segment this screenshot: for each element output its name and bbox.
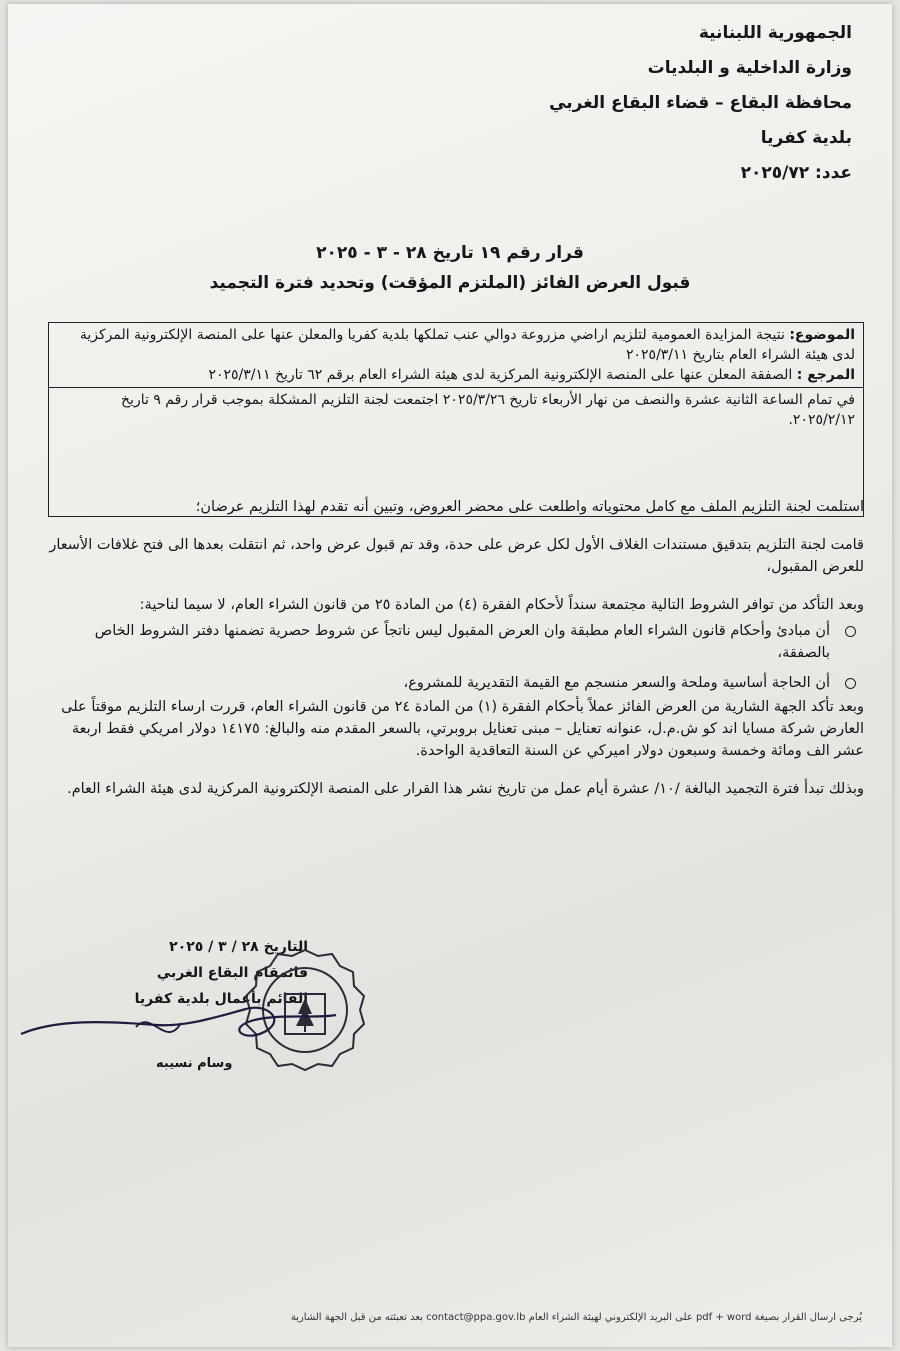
header-ministry: وزارة الداخلية و البلديات [647, 58, 852, 78]
body-paragraph-3: وبعد التأكد من توافر الشروط التالية مجتمعة سنداً لأحكام الفقرة (٤) من المادة ٢٥ من قانون الشراء العام، لا سيما لناحية: [139, 597, 864, 613]
body-paragraph-5: وبذلك تبدأ فترة التجميد البالغة /١٠/ عشرة أيام عمل من تاريخ نشر هذا القرار على المنصة الإلكترونية المركزية لدى هيئة الشراء العام. [67, 781, 864, 797]
signer-name: وسام نسيبه [156, 1056, 233, 1071]
letterhead [432, 16, 852, 191]
decision-number: قرار رقم ١٩ تاريخ [432, 243, 584, 263]
meeting-text: في تمام الساعة الثانية عشرة والنصف من نهار الأربعاء تاريخ ٢٠٢٥/٣/٢٦ اجتمعت لجنة التلزيم المشكلة بموجب قرار رقم ٩ تاريخ ٢٠٢٥/٢/١٢. [121, 392, 855, 428]
list-item: أن الحاجة أساسية وملحة والسعر منسجم مع القيمة التقديرية للمشروع، [48, 672, 830, 694]
list-item: أن مبادئ وأحكام قانون الشراء العام مطبقة وان العرض المقبول ليس ناتجاً عن شروط حصرية تضمنها دفتر الشروط الخاص بالصفقة، [48, 620, 830, 664]
body-paragraph-4: وبعد تأكد الجهة الشارية من العرض الفائز عملاً بأحكام الفقرة (١) من المادة ٢٤ من قانون الشراء العام، قررت ارساء التلزيم موقتاً على العارض شركة مسايا اند كو ش.م.ل، عنوانه تعنايل – مبنى تعنايل بروبرتي، بالسعر المقدم منه والبالغ: ١٤١٧٥ دولار امريكي فقط اربعة عشر الف ومائة وخمسة وسبعون دولار اميركي عن السنة التعاقدية الواحدة. [61, 699, 864, 759]
circle-bullet-icon [845, 678, 856, 689]
subject-label: الموضوع: [789, 327, 855, 343]
body-paragraph-2: قامت لجنة التلزيم بتدقيق مستندات الغلاف الأول لكل عرض على حدة، وقد تم قبول عرض واحد، ثم انتقلت بعدها الى فتح غلافات الأسعار للعرض المقبول، [49, 537, 864, 575]
decision-title [108, 238, 792, 298]
document-page [8, 4, 892, 1347]
reference-label: المرجع : [796, 367, 855, 383]
subject-text: نتيجة المزايدة العمومية لتلزيم اراضي مزروعة دوالي عنب تملكها بلدية كفريا والمعلن عنها على المنصة الإلكترونية المركزية لدى هيئة الشراء العام بتاريخ ٢٠٢٥/٣/١١ [79, 327, 855, 363]
footer-note: يُرجى ارسال القرار بصيغة pdf + word على البريد الإلكتروني لهيئة الشراء العام contact@ppa.gov.lb بعد تعبئته من قبل الجهة الشارية [290, 1312, 862, 1323]
box-divider [49, 387, 863, 388]
reference-text: الصفقة المعلن عنها على المنصة الإلكترونية المركزية لدى هيئة الشراء العام برقم ٦٢ تاريخ ٢٠٢٥/٣/١١ [208, 367, 793, 383]
body-paragraph-1: استلمت لجنة التلزيم الملف مع كامل محتوياته واطلعت على محضر العروض، وتبين أنه تقدم لهذا التلزيم عرضان؛ [195, 499, 864, 515]
decision-heading: قبول العرض الفائز (الملتزم المؤقت) وتحديد فترة التجميد [209, 273, 691, 293]
subject-box [48, 322, 864, 517]
decision-date-handwritten: ٢٨ - ٣ - ٢٠٢٥ [316, 243, 427, 263]
decision-body [48, 496, 864, 816]
header-republic: الجمهورية اللبنانية [698, 23, 852, 43]
conditions-list [48, 620, 864, 694]
signer-role-1: قائمقام البقاع الغربي [156, 965, 308, 981]
date-value: ٢٨ / ٣ / ٢٠٢٥ [169, 939, 259, 955]
header-reference-number: عدد: ٢٠٢٥/٧٢ [740, 163, 852, 183]
header-governorate: محافظة البقاع – قضاء البقاع الغربي [549, 93, 852, 113]
circle-bullet-icon [845, 626, 856, 637]
date-label: التاريخ [263, 939, 308, 955]
header-municipality: بلدية كفريا [760, 128, 852, 148]
signer-role-2: القائم بأعمال بلدية كفريا [134, 991, 308, 1007]
